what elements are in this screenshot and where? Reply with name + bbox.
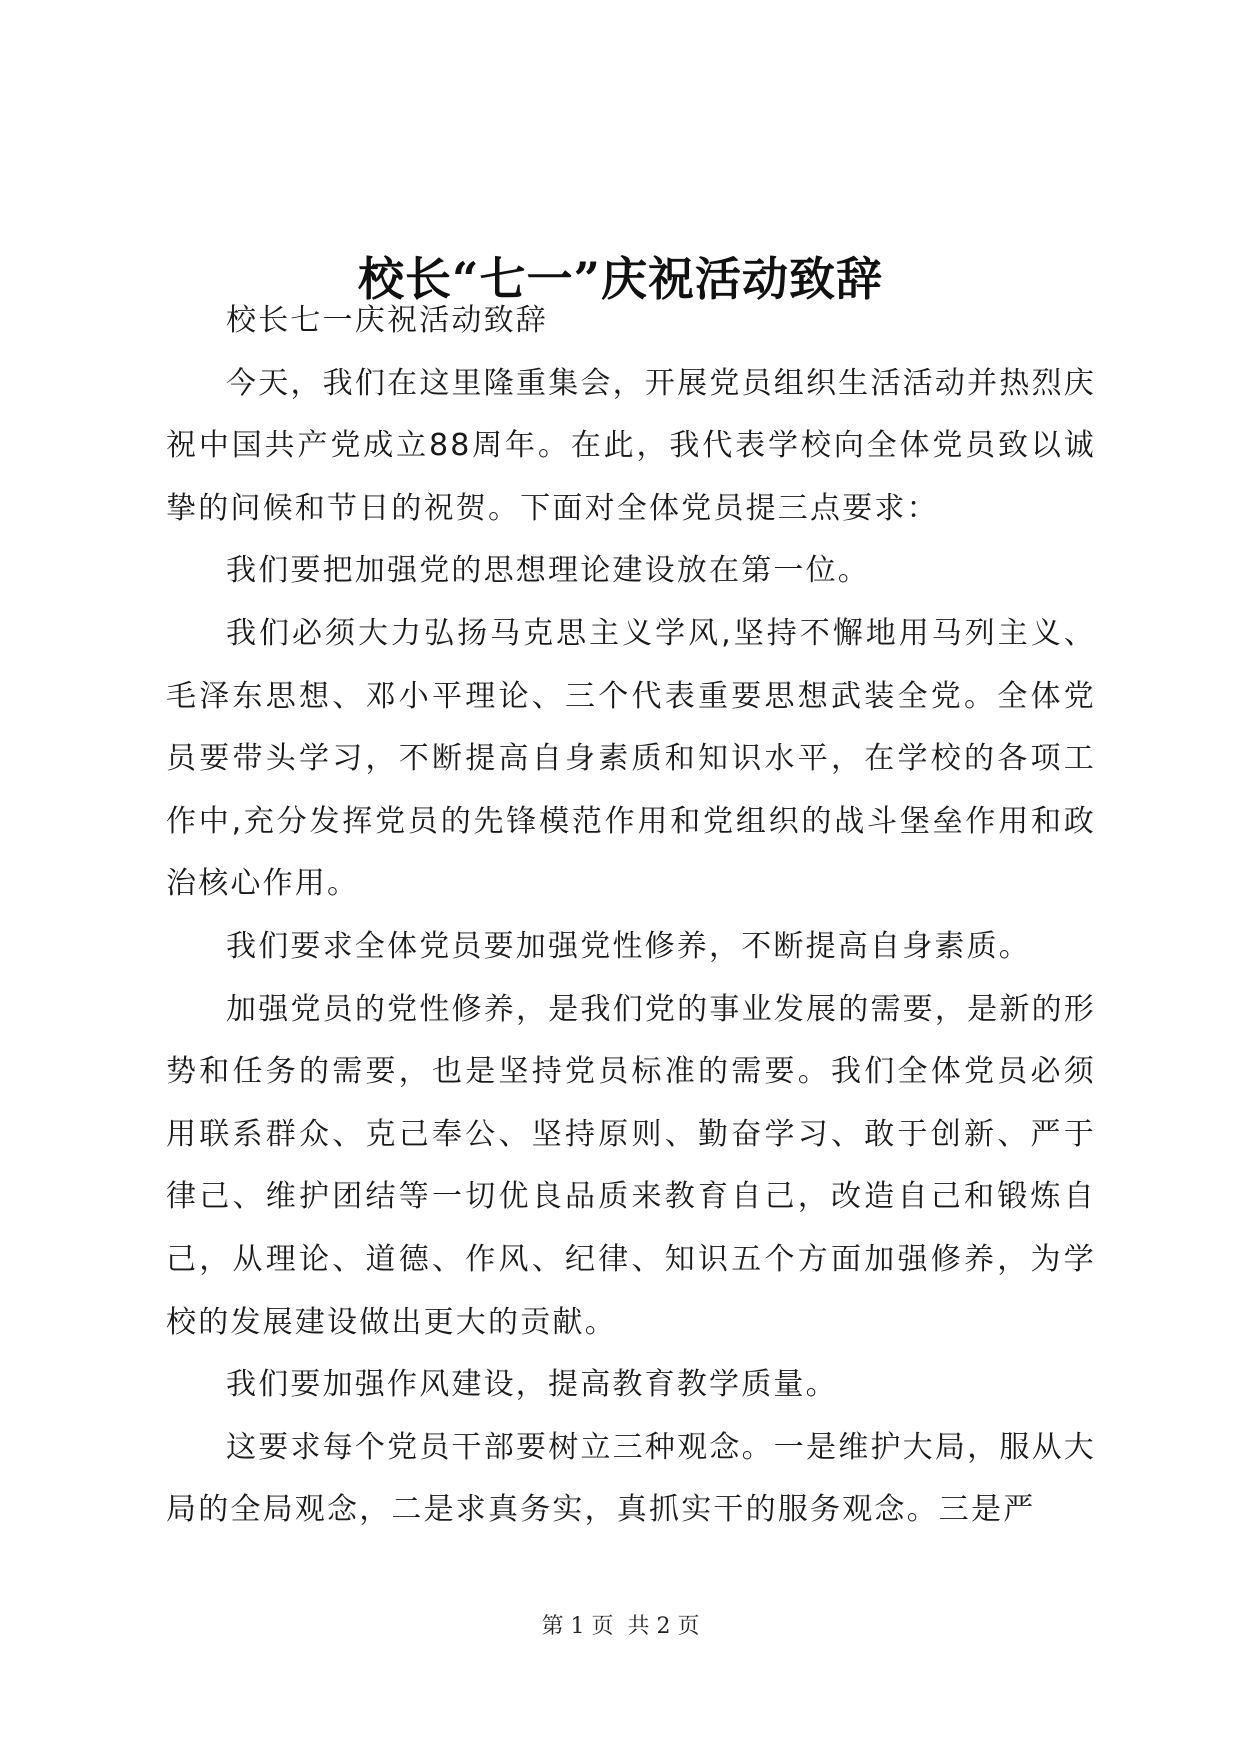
- paragraph-subtitle: 校长七一庆祝活动致辞: [226, 303, 548, 338]
- paragraph-point-one-detail: 我们必须大力弘扬马克思主义学风,坚持不懈地用马列主义、毛泽东思想、邓小平理论、三个代表重要思想武装全党。全体党员要带头学习，不断提高自身素质和知识水平，在学校的各项工作中,充分发挥党员的先锋模范作用和党组织的战斗堡垒作用和政治核心作用。: [166, 615, 1096, 902]
- paragraph-point-three-detail: 这要求每个党员干部要树立三种观念。一是维护大局，服从大局的全局观念，二是求真务实，真抓实干的服务观念。三是严: [166, 1429, 1096, 1528]
- paragraph-point-two-detail: 加强党员的党性修养，是我们党的事业发展的需要，是新的形势和任务的需要，也是坚持党员标准的需要。我们全体党员必须用联系群众、克己奉公、坚持原则、勤奋学习、敢于创新、严于律己、维护团结等一切优良品质来教育自己，改造自己和锻炼自己，从理论、道德、作风、纪律、知识五个方面加强修养，为学校的发展建设做出更大的贡献。: [166, 991, 1096, 1340]
- paragraph-point-one: 我们要把加强党的思想理论建设放在第一位。: [226, 553, 870, 589]
- document-body: [166, 290, 1096, 1542]
- paragraph-greeting: 今天，我们在这里隆重集会，开展党员组织生活活动并热烈庆祝中国共产党成立88周年。在此，我代表学校向全体党员致以诚挚的问候和节日的祝贺。下面对全体党员提三点要求：: [166, 365, 1096, 526]
- document-title: 校长“七一”庆祝活动致辞: [358, 251, 883, 306]
- page-number-footer: 第 1 页 共 2 页: [541, 1614, 700, 1639]
- paragraph-point-three: 我们要加强作风建设，提高教育教学质量。: [226, 1367, 838, 1403]
- paragraph-point-two: 我们要求全体党员要加强党性修养，不断提高自身素质。: [226, 928, 1031, 964]
